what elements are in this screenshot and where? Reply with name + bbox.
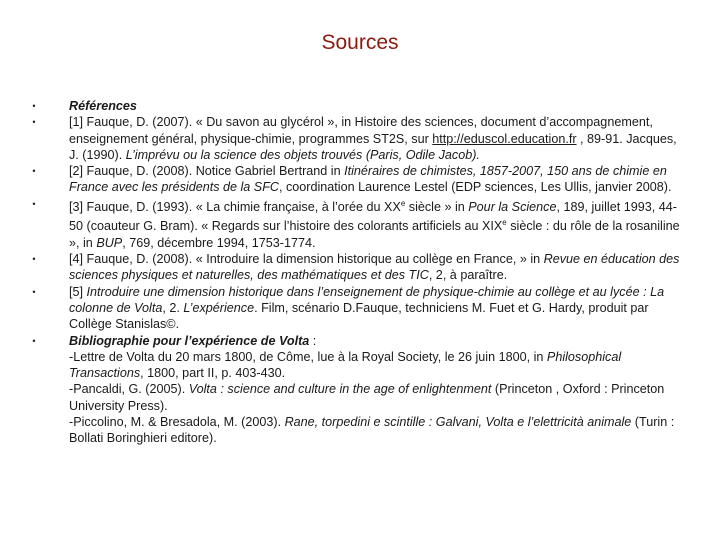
superscript: e <box>400 198 406 208</box>
reference-text: , 769, décembre 1994, 1753-1774. <box>122 235 316 250</box>
bibliography-heading: Bibliographie pour l’expérience de Volta <box>69 333 310 348</box>
reference-text: [2] Fauque, D. (2008). Notice Gabriel Bertrand in <box>69 164 345 179</box>
entry-text: (Turin : Bollati Boringhieri editore). <box>69 415 675 446</box>
sources-list <box>30 98 682 447</box>
bullet-icon: • <box>32 335 36 346</box>
list-item <box>30 98 682 114</box>
reference-title: Pour la Science <box>468 199 557 214</box>
references-heading: Références <box>69 99 137 113</box>
list-item <box>30 333 682 447</box>
bullet-icon: • <box>32 254 36 265</box>
entry-title: Volta : science and culture in the age of enlightenment <box>188 382 492 397</box>
list-item <box>30 196 682 251</box>
bullet-icon: • <box>32 117 36 128</box>
list-item <box>30 284 682 333</box>
reference-title: L’imprévu ou la science des objets trouvés (Paris, Odile Jacob). <box>125 147 480 162</box>
entry-text: , 1800, part II, p. 403-430. <box>140 366 286 381</box>
reference-text: , 189, juillet 1993, 44-50 (coauteur G. Bram). « Regards sur l’histoire des colorants artificiels au XIX <box>69 199 677 234</box>
reference-title: Introduire une dimension historique dans l’enseignement de physique-chimie au collège et au lycée : La colonne de Volta <box>69 284 665 315</box>
reference-text: , 2, à paraître. <box>428 268 508 283</box>
bullet-icon: • <box>32 101 36 111</box>
list-item <box>30 114 682 163</box>
bibliography-heading-colon: : <box>309 333 317 348</box>
reference-text: siècle » in <box>405 199 469 214</box>
entry-title: Rane, torpedini e scintille : Galvani, Volta e l’elettricità animale <box>284 415 632 430</box>
entry-text: -Piccolino, M. & Bresadola, M. (2003). <box>69 415 285 430</box>
eduscol-link[interactable]: http://eduscol.education.fr <box>432 131 577 146</box>
bibliography-entry <box>69 414 682 447</box>
reference-text: , coordination Laurence Lestel (EDP sciences, Les Ullis, janvier 2008). <box>279 180 672 195</box>
entry-text: -Lettre de Volta du 20 mars 1800, de Côme, lue à la Royal Society, le 26 juin 1800, in <box>69 349 547 364</box>
reference-text: , 2. <box>162 300 184 315</box>
reference-title: Itinéraires de chimistes, 1857-2007, 150 ans de chimie en France avec les présidents de la SFC <box>69 164 667 195</box>
reference-text: [3] Fauque, D. (1993). « La chimie française, à l’orée du XX <box>69 199 401 214</box>
bullet-icon: • <box>32 198 36 209</box>
reference-text: , 89-91. Jacques, J. (1990). <box>69 131 677 162</box>
list-item <box>30 163 682 196</box>
reference-text: [4] Fauque, D. (2008). « Introduire la dimension historique au collège en France, » in <box>69 252 544 267</box>
reference-text: [1] Fauque, D. (2007). « Du savon au glycérol », in Histoire des sciences, document d’accompagnement, enseignement général, physique-chimie, programmes ST2S, sur <box>69 115 653 146</box>
bibliography-entry <box>69 349 682 382</box>
entry-title: Philosophical Transactions <box>69 349 622 381</box>
reference-title: BUP <box>96 235 123 250</box>
reference-text: [5] <box>69 284 87 299</box>
reference-text: . Film, scénario D.Fauque, techniciens M. Fuet et G. Hardy, produit par Collège Stanislas©. <box>69 300 649 332</box>
bullet-icon: • <box>32 166 36 177</box>
entry-text: (Princeton , Oxford : Princeton University Press). <box>69 382 665 413</box>
slide-title: Sources <box>321 31 399 54</box>
reference-text: siècle : du rôle de la rosaniline », in <box>69 219 680 250</box>
bibliography-entry <box>69 381 682 414</box>
list-item <box>30 251 682 284</box>
entry-text: -Pancaldi, G. (2005). <box>69 382 189 397</box>
bullet-icon: • <box>32 286 36 297</box>
reference-title: L’expérience <box>183 300 255 315</box>
superscript: e <box>502 218 507 228</box>
reference-title: Revue en éducation des sciences physiques et naturelles, des mathématiques et des TIC <box>69 252 680 283</box>
